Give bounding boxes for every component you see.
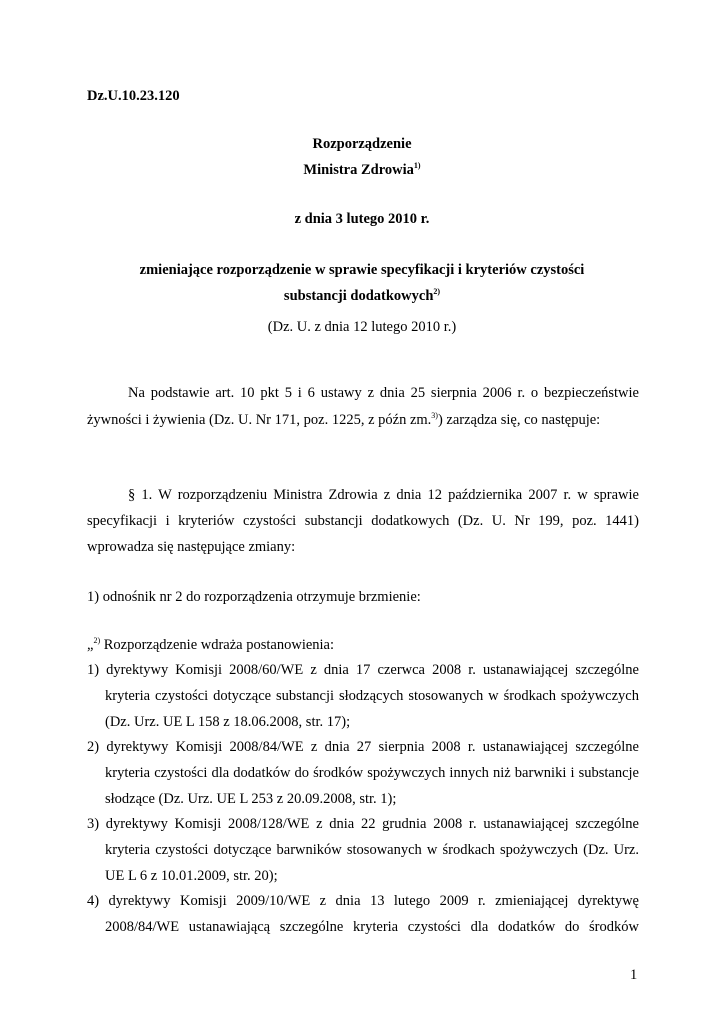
title-line-2	[0, 162, 724, 179]
directive-1-line-1: 1) dyrektywy Komisji 2008/60/WE z dnia 17 czerwca 2008 r. ustanawiającej szczególne	[87, 662, 639, 678]
title-date: z dnia 3 lutego 2010 r.	[294, 211, 430, 227]
open-quote: „	[87, 637, 94, 653]
directive-3-line-2: kryteria czystości dotyczące barwników stosowanych w środkach spożywczych (Dz. Urz.	[105, 842, 639, 858]
directive-2-line-1: 2) dyrektywy Komisji 2008/84/WE z dnia 27 sierpnia 2008 r. ustanawiającej szczególne	[87, 739, 639, 755]
footnote-ref-1: 1)	[413, 161, 421, 171]
directive-2-line-3: słodzące (Dz. Urz. UE L 253 z 20.09.2008, str. 1);	[105, 791, 397, 807]
footnote-ref-2: 2)	[433, 287, 441, 297]
preamble-line-2-text-a: żywności i żywienia (Dz. U. Nr 171, poz. 1225, z późn zm.	[87, 412, 432, 428]
directive-4-line-2: 2008/84/WE ustanawiającą szczególne kryteria czystości dla dodatków do środków	[105, 919, 639, 935]
footnote-ref-quote: 2)	[93, 636, 101, 646]
document-id: Dz.U.10.23.120	[87, 88, 180, 104]
subject-line-2-text: substancji dodatkowych	[283, 288, 434, 304]
point-1: 1) odnośnik nr 2 do rozporządzenia otrzymuje brzmienie:	[87, 589, 421, 605]
directive-2-line-2: kryteria czystości dla dodatków do środków spożywczych innych niż barwniki i substancje	[105, 765, 639, 781]
directive-1-line-2: kryteria czystości dotyczące substancji słodzących stosowanych w środkach spożywczych	[105, 688, 639, 704]
quote-intro	[87, 637, 334, 654]
source-citation: (Dz. U. z dnia 12 lutego 2010 r.)	[267, 319, 457, 335]
directive-1-line-3: (Dz. Urz. UE L 158 z 18.06.2008, str. 17);	[105, 714, 351, 730]
directive-3-line-3: UE L 6 z 10.01.2009, str. 20);	[105, 868, 278, 884]
title-line-1: Rozporządzenie	[312, 136, 412, 152]
title-line-2-text: Ministra Zdrowia	[303, 162, 414, 178]
subject-line-1: zmieniające rozporządzenie w sprawie specyfikacji i kryteriów czystości	[139, 262, 585, 278]
quote-intro-text: Rozporządzenie wdraża postanowienia:	[100, 637, 335, 653]
preamble-line-2	[87, 412, 600, 429]
section1-line-1: § 1. W rozporządzeniu Ministra Zdrowia z dnia 12 października 2007 r. w sprawie	[128, 487, 639, 503]
section1-line-3: wprowadza się następujące zmiany:	[87, 539, 296, 555]
page-number: 1	[630, 967, 638, 983]
subject-line-2	[0, 288, 724, 305]
directive-4-line-1: 4) dyrektywy Komisji 2009/10/WE z dnia 13 lutego 2009 r. zmieniającej dyrektywę	[87, 893, 639, 909]
preamble-line-2-text-b: ) zarządza się, co następuje:	[437, 412, 601, 428]
section1-line-2: specyfikacji i kryteriów czystości substancji dodatkowych (Dz. U. Nr 199, poz. 1441)	[87, 513, 639, 529]
preamble-line-1: Na podstawie art. 10 pkt 5 i 6 ustawy z dnia 25 sierpnia 2006 r. o bezpieczeństwie	[128, 385, 639, 401]
footnote-ref-3: 3)	[431, 411, 438, 421]
directive-3-line-1: 3) dyrektywy Komisji 2008/128/WE z dnia 22 grudnia 2008 r. ustanawiającej szczególne	[87, 816, 639, 832]
